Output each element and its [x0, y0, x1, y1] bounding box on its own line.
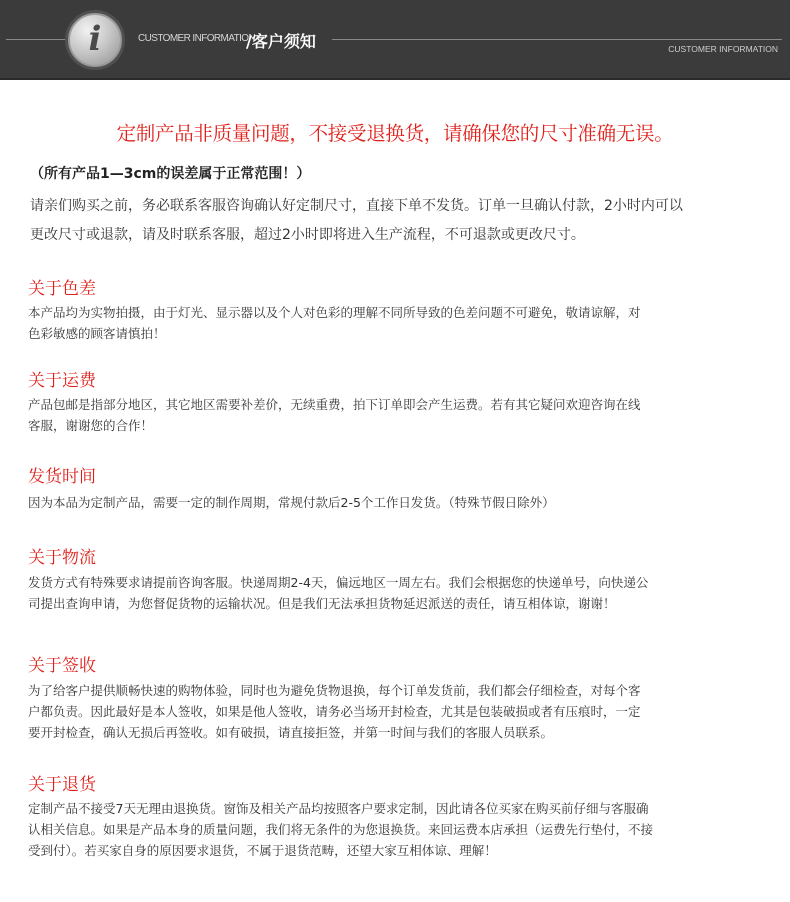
- section-body-returns: [28, 798, 773, 861]
- section-title-receipt: 关于签收: [28, 656, 96, 676]
- section-title-shipping-fee: 关于运费: [28, 371, 96, 391]
- notice-line: 更改尺寸或退款，请及时联系客服，超过2小时即将进入生产流程，不可退款或更改尺寸。: [30, 227, 585, 243]
- header-title-cn: /客户须知: [246, 32, 316, 51]
- section-line: 发货方式有特殊要求请提前咨询客服。快递周期2-4天，偏远地区一周左右。我们会根据您的快递单号，向快递公: [28, 575, 649, 590]
- section-line: 户都负责。因此最好是本人签收，如果是他人签收，请务必当场开封检查，尤其是包装破损或者有压痕时，一定: [28, 704, 641, 719]
- notice-body: [30, 192, 770, 250]
- notice-subtitle: （所有产品1—3cm的误差属于正常范围！）: [30, 166, 311, 182]
- section-line: 要开封检查，确认无损后再签收。如有破损，请直接拒签，并第一时间与我们的客服人员联系。: [28, 725, 554, 740]
- section-body-delivery-time: [28, 492, 773, 513]
- section-line: 司提出查询申请，为您督促货物的运输状况。但是我们无法承担货物延迟派送的责任，请互相体谅，谢谢！: [28, 596, 616, 611]
- section-title-returns: 关于退货: [28, 775, 96, 795]
- section-body-receipt: [28, 680, 773, 743]
- section-line: 认相关信息。如果是产品本身的质量问题，我们将无条件的为您退换货。来回运费本店承担（运费先行垫付，不接: [28, 822, 654, 837]
- info-icon: [68, 13, 122, 67]
- section-line: 因为本品为定制产品，需要一定的制作周期，常规付款后2-5个工作日发货。（特殊节假日除外）: [28, 495, 555, 510]
- header-divider-right: [332, 39, 782, 40]
- header-title-en: CUSTOMER INFORMATION: [138, 33, 256, 44]
- header-right-label: CUSTOMER INFORMATION: [668, 44, 778, 54]
- section-body-logistics: [28, 572, 773, 614]
- notice-line: 请亲们购买之前，务必联系客服咨询确认好定制尺寸，直接下单不发货。订单一旦确认付款，2小时内可以: [30, 198, 683, 214]
- section-title-color-difference: 关于色差: [28, 279, 96, 299]
- notice-title: 定制产品非质量问题，不接受退换货，请确保您的尺寸准确无误。: [116, 122, 674, 145]
- section-line: 本产品均为实物拍摄，由于灯光、显示器以及个人对色彩的理解不同所导致的色差问题不可避免，敬请谅解，对: [28, 305, 641, 320]
- section-body-color-difference: [28, 302, 773, 344]
- section-line: 客服，谢谢您的合作！: [28, 418, 154, 433]
- header-banner: [0, 0, 790, 80]
- header-divider-left: [6, 39, 68, 40]
- section-line: 定制产品不接受7天无理由退换货。窗饰及相关产品均按照客户要求定制，因此请各位买家在购买前仔细与客服确: [28, 801, 649, 816]
- info-icon-glyph: i: [88, 19, 102, 59]
- section-line: 为了给客户提供顺畅快速的购物体验，同时也为避免货物退换，每个订单发货前，我们都会仔细检查，对每个客: [28, 683, 641, 698]
- section-line: 受到付）。若买家自身的原因要求退货，不属于退货范畴，还望大家互相体谅、理解！: [28, 843, 497, 858]
- section-line: 产品包邮是指部分地区，其它地区需要补差价，无续重费，拍下订单即会产生运费。若有其它疑问欢迎咨询在线: [28, 397, 641, 412]
- section-line: 色彩敏感的顾客请慎拍！: [28, 326, 166, 341]
- section-title-delivery-time: 发货时间: [28, 467, 96, 487]
- section-body-shipping-fee: [28, 394, 773, 436]
- section-title-logistics: 关于物流: [28, 548, 96, 568]
